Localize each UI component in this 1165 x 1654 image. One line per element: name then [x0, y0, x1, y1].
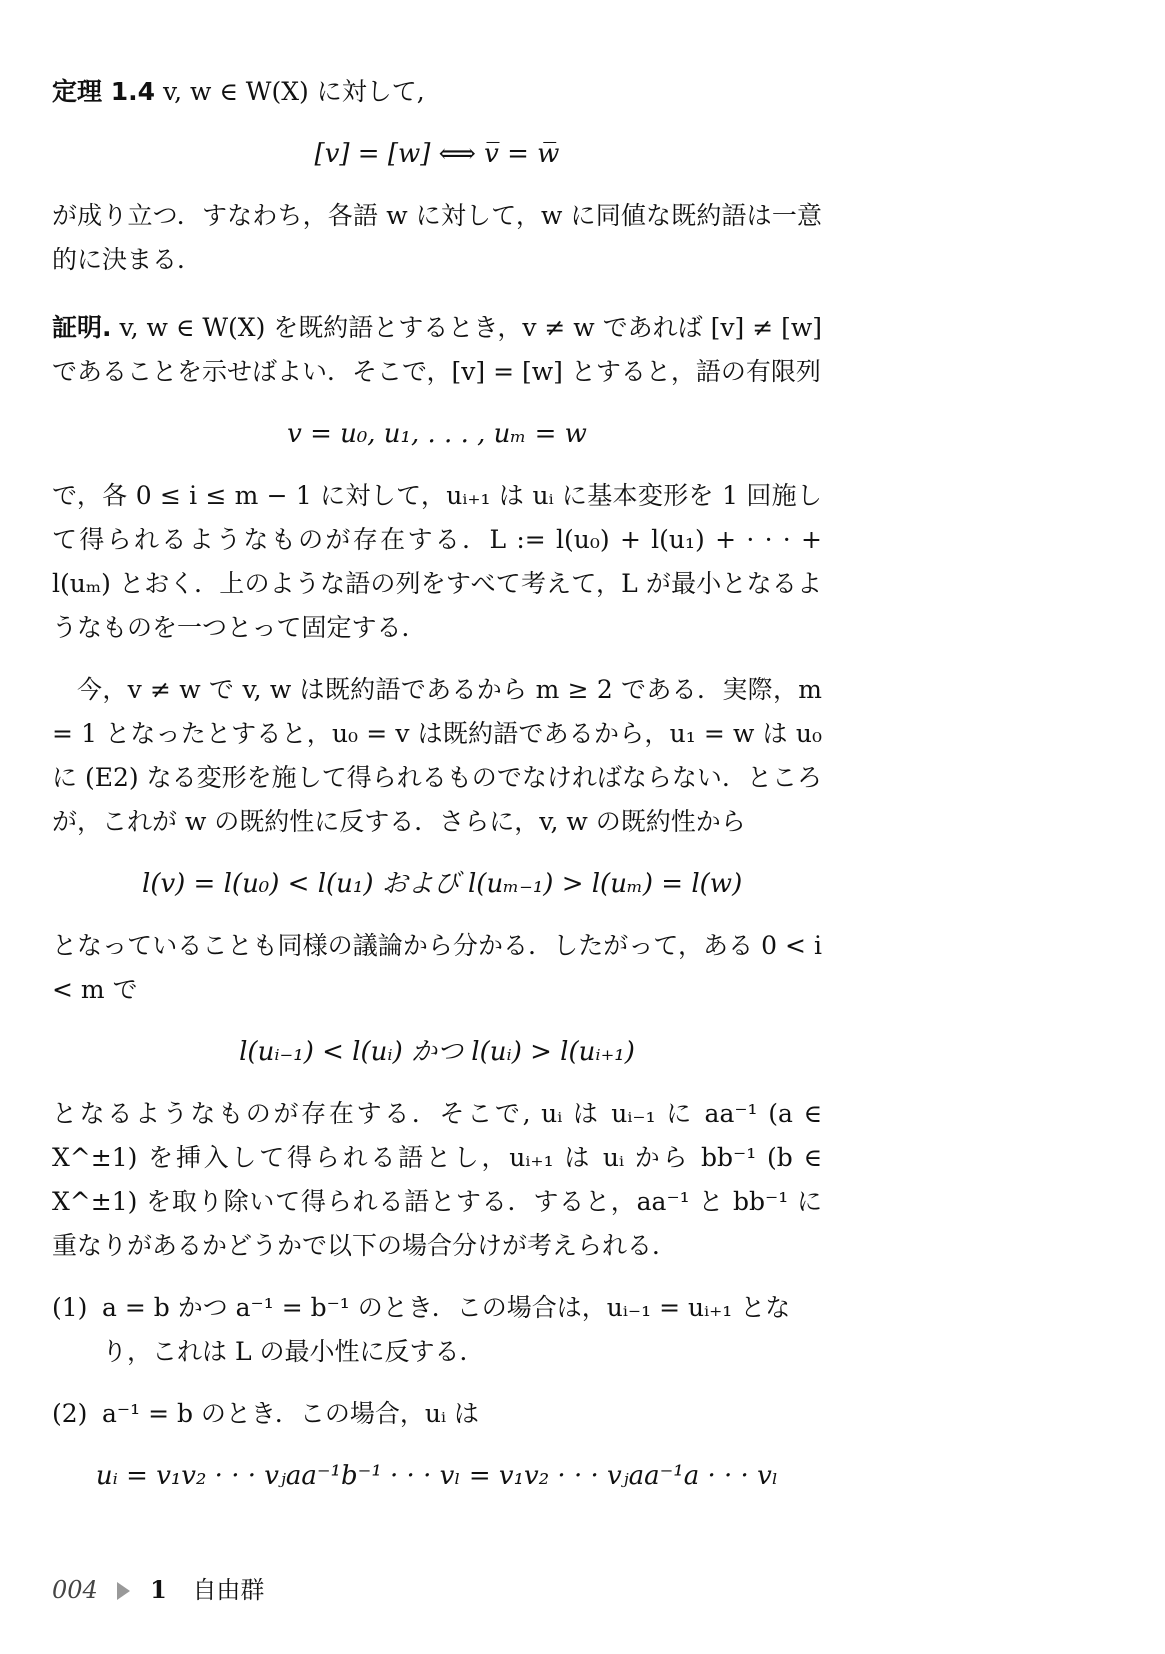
theorem-conclusion: が成り立つ．すなわち，各語 w に対して，w に同値な既約語は一意的に決まる． [52, 201, 822, 274]
word-equation: uᵢ = v₁v₂ · · · vⱼaa⁻¹b⁻¹ · · · vₗ = v₁v₂ · · · vⱼaa⁻¹a · · · vₗ [95, 1461, 779, 1491]
theorem-label: 定理 1.4 [52, 77, 155, 106]
proof-paragraph-1 [52, 306, 822, 394]
case-text: a⁻¹ = b のとき．この場合，uᵢ は [102, 1399, 479, 1428]
proof-paragraph-2: で，各 0 ≤ i ≤ m − 1 に対して，uᵢ₊₁ は uᵢ に基本変形を 1 回施して得られるようなものが存在する．L := l(u₀) + l(u₁) + · · · + l(uₘ) とおく．上のような語の列をすべて考えて，L が最小となるようなものを一つとって固定する． [52, 481, 822, 642]
case-number: (1) [52, 1293, 88, 1322]
proof-text-1: v, w ∈ W(X) を既約語とするとき，v ≠ w であれば [v] ≠ [w] であることを示せばよい．そこで，[v] = [w] とすると，語の有限列 [52, 313, 822, 386]
case-number: (2) [52, 1399, 88, 1428]
case-text: a = b かつ a⁻¹ = b⁻¹ のとき．この場合は，uᵢ₋₁ = uᵢ₊₁ となり，これは L の最小性に反する． [102, 1293, 791, 1366]
page-body [52, 70, 822, 1516]
local-max-inequality: l(uᵢ₋₁) < l(uᵢ) かつ l(uᵢ) > l(uᵢ₊₁) [239, 1037, 635, 1067]
proof-paragraph-4: となっていることも同様の議論から分かる．したがって，ある 0 < i < m で [52, 931, 822, 1004]
chapter-title: 自由群 [192, 1576, 265, 1604]
page-number: 004 [52, 1576, 98, 1604]
proof-paragraph-3: 今，v ≠ w で v, w は既約語であるから m ≥ 2 である．実際，m = 1 となったとすると，u₀ = v は既約語であるから，u₁ = w は u₀ に (E2) なる変形を施して得られるものでなければならない．ところが，これが w の既約性に反する．さらに，v, w の既約性から [52, 675, 822, 836]
proof-paragraph-5: となるようなものが存在する．そこで, uᵢ は uᵢ₋₁ に aa⁻¹ (a ∈ X^±1) を挿入して得られる語とし，uᵢ₊₁ は uᵢ から bb⁻¹ (b ∈ X^±1) を取り除いて得られる語とする．すると，aa⁻¹ と bb⁻¹ に重なりがあるかどうかで以下の場合分けが考えられる． [52, 1099, 822, 1260]
case-item-2 [52, 1392, 822, 1436]
chapter-number: 1 [150, 1575, 167, 1604]
theorem-intro: v, w ∈ W(X) に対して, [162, 77, 425, 106]
length-inequality: l(v) = l(u₀) < l(u₁) および l(uₘ₋₁) > l(uₘ) = l(w) [142, 869, 743, 899]
proof-label: 証明. [52, 313, 112, 342]
theorem-statement [52, 70, 822, 114]
triangle-icon [117, 1582, 130, 1600]
sequence-equation: v = u₀, u₁, . . . , uₘ = w [287, 419, 587, 449]
theorem-equation: [v] = [w] ⟺ v̅ = w̅ [314, 139, 560, 169]
page-footer [52, 1570, 264, 1605]
case-item-1 [52, 1286, 822, 1374]
